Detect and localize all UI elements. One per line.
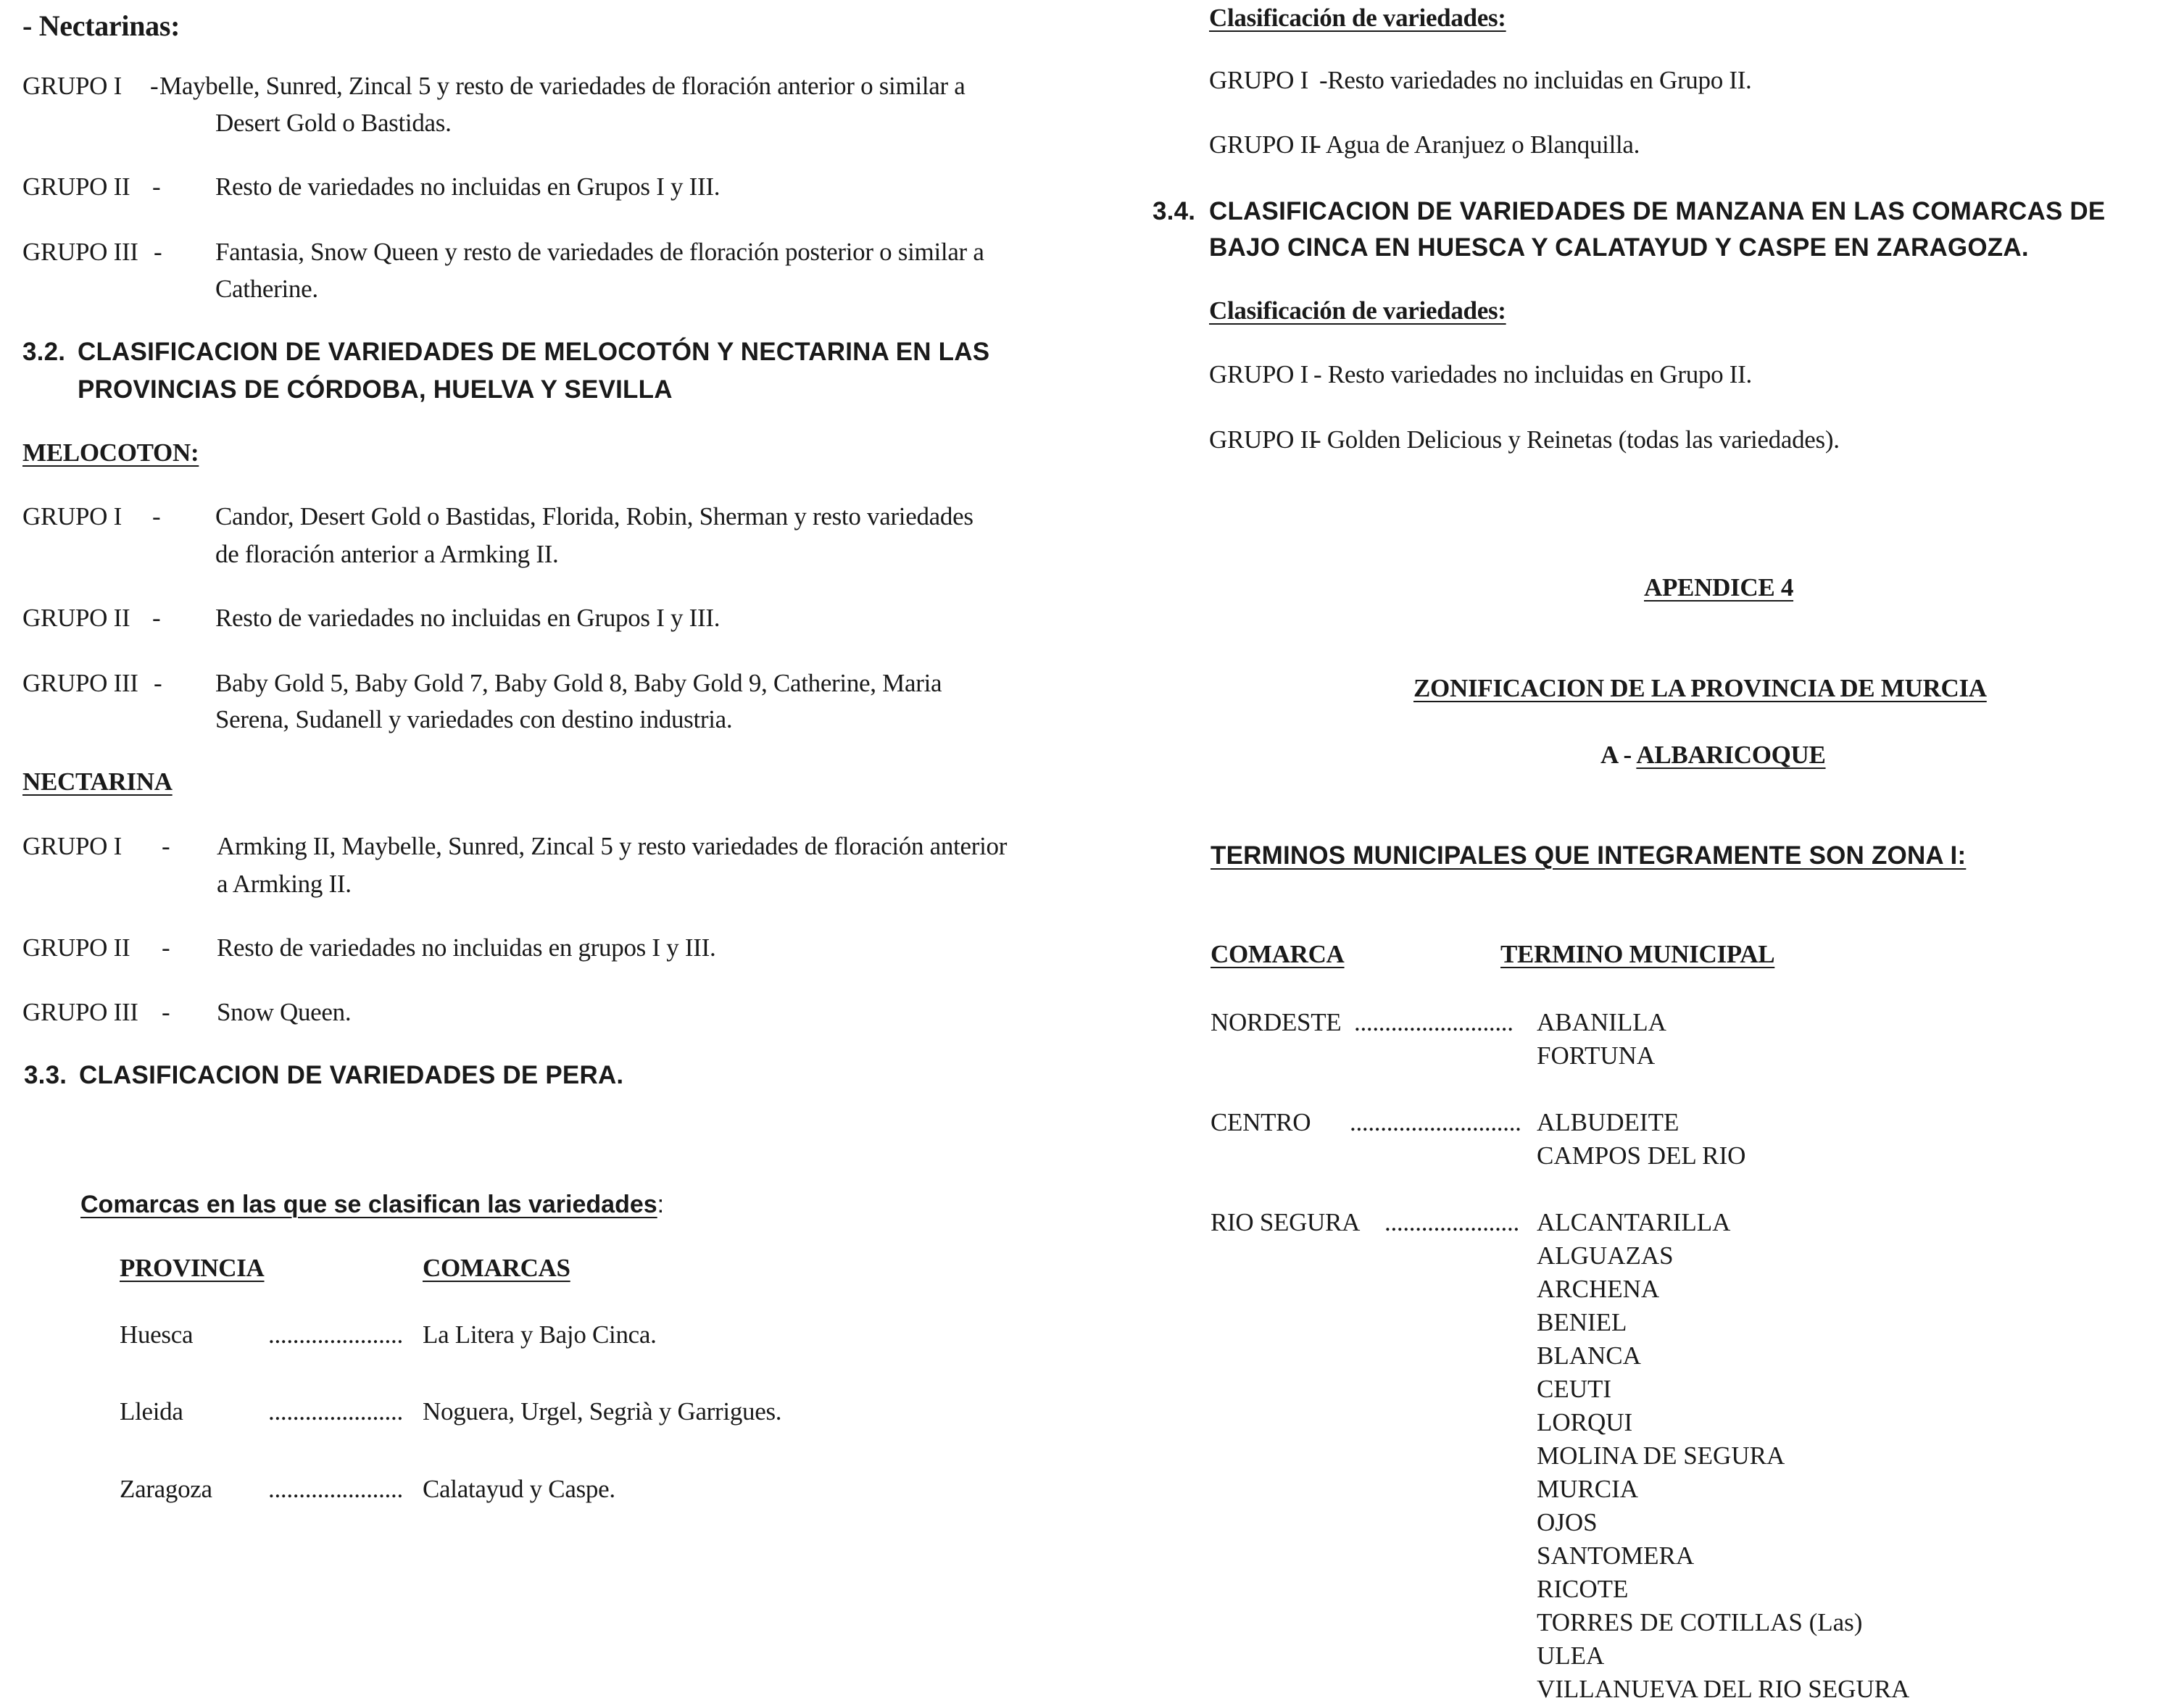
municipio: LORQUI [1537, 1408, 1633, 1436]
section-title-line2: PROVINCIAS DE CÓRDOBA, HUELVA Y SEVILLA [78, 375, 673, 404]
section-title: CLASIFICACION DE VARIEDADES DE PERA. [79, 1061, 624, 1089]
municipios-list [1537, 1106, 1745, 1173]
pera-clasificacion-title: Clasificación de variedades: [1209, 4, 1506, 32]
municipio: MURCIA [1537, 1475, 1639, 1503]
group-text: Resto de variedades no incluidas en Grupos I y III. [215, 604, 721, 632]
group-label: GRUPO II [22, 933, 130, 962]
group-label: GRUPO I [1209, 66, 1308, 94]
column-header-comarca: COMARCA [1211, 940, 1345, 968]
group-label: GRUPO I [1209, 360, 1308, 388]
group-separator: - [152, 604, 161, 632]
group-text: Baby Gold 5, Baby Gold 7, Baby Gold 8, Baby Gold 9, Catherine, Maria [215, 669, 942, 697]
leader-dots: ............................ [1350, 1108, 1521, 1136]
comarcas-cell: Calatayud y Caspe. [423, 1475, 615, 1503]
nectarinas-title: - Nectarinas: [22, 9, 180, 42]
comarcas-cell: Noguera, Urgel, Segrià y Garrigues. [423, 1397, 782, 1426]
group-label: GRUPO II [22, 604, 130, 632]
group-text-cont: Catherine. [215, 275, 318, 303]
group-text-cont: de floración anterior a Armking II. [215, 540, 559, 568]
group-label: GRUPO III [22, 998, 138, 1026]
group-text-cont: a Armking II. [217, 870, 352, 898]
group-text: - Golden Delicious y Reinetas (todas las variedades). [1313, 425, 1840, 454]
municipio: BENIEL [1537, 1308, 1627, 1336]
comarca-cell: CENTRO [1211, 1108, 1311, 1136]
group-label: GRUPO I [22, 72, 122, 100]
municipio: ABANILLA [1537, 1008, 1666, 1036]
section-number: 3.4. [1153, 197, 1196, 225]
comarca-cell: RIO SEGURA [1211, 1208, 1361, 1236]
section-title-line1: CLASIFICACION DE VARIEDADES DE MANZANA EN LAS COMARCAS DE [1209, 197, 2106, 225]
group-label: GRUPO III [22, 669, 138, 697]
municipio: ALGUAZAS [1537, 1241, 1674, 1270]
group-separator: - [154, 669, 162, 697]
leader-dots: ...................... [268, 1397, 403, 1426]
group-text: - Resto variedades no incluidas en Grupo II. [1313, 360, 1752, 388]
group-text: Armking II, Maybelle, Sunred, Zincal 5 y resto variedades de floración anterior [217, 832, 1008, 860]
column-header-comarcas: COMARCAS [423, 1254, 570, 1282]
group-separator: - [162, 998, 170, 1026]
leader-dots: ...................... [1384, 1208, 1519, 1236]
group-text: Resto de variedades no incluidas en grupos I y III. [217, 933, 716, 962]
group-separator: - [162, 933, 170, 962]
comarcas-heading [80, 1187, 664, 1222]
manzana-clasificacion-title: Clasificación de variedades: [1209, 296, 1506, 325]
comarcas-cell: La Litera y Bajo Cinca. [423, 1320, 657, 1349]
melocoton-title: MELOCOTON: [22, 438, 199, 467]
municipio: MOLINA DE SEGURA [1537, 1441, 1785, 1470]
group-text: -Resto variedades no incluidas en Grupo II. [1319, 66, 1752, 94]
municipio: FORTUNA [1537, 1041, 1656, 1070]
municipio: RICOTE [1537, 1575, 1629, 1603]
section-number: 3.2. [22, 338, 66, 366]
municipio: ULEA [1537, 1641, 1605, 1670]
municipio: BLANCA [1537, 1341, 1641, 1370]
group-label: GRUPO III [22, 238, 138, 266]
comarcas-heading-colon: : [657, 1191, 665, 1218]
fruit-prefix: A - [1600, 741, 1637, 769]
leader-dots: .......................... [1354, 1008, 1514, 1036]
group-text-cont: Serena, Sudanell y variedades con destino industria. [215, 705, 733, 733]
municipio: SANTOMERA [1537, 1541, 1695, 1570]
municipio: ARCHENA [1537, 1275, 1660, 1303]
group-separator: - [152, 172, 161, 201]
section-title-line2: BAJO CINCA EN HUESCA Y CALATAYUD Y CASPE EN ZARAGOZA. [1209, 233, 2029, 262]
group-label: GRUPO II [1209, 425, 1317, 454]
group-text: Candor, Desert Gold o Bastidas, Florida, Robin, Sherman y resto variedades [215, 502, 973, 530]
column-header-provincia: PROVINCIA [120, 1254, 265, 1282]
column-header-termino: TERMINO MUNICIPAL [1500, 940, 1775, 968]
group-text: Maybelle, Sunred, Zincal 5 y resto de variedades de floración anterior o similar a [159, 72, 966, 100]
municipio: VILLANUEVA DEL RIO SEGURA [1537, 1675, 1910, 1703]
fruit-name: ALBARICOQUE [1636, 741, 1826, 769]
group-separator: - [162, 832, 170, 860]
municipio: CEUTI [1537, 1375, 1612, 1403]
group-separator: - [152, 502, 161, 530]
group-label: GRUPO I [22, 502, 122, 530]
group-text: Resto de variedades no incluidas en Grupos I y III. [215, 172, 721, 201]
municipio: OJOS [1537, 1508, 1598, 1536]
nectarina-title: NECTARINA [22, 767, 173, 796]
group-label: GRUPO II [22, 172, 130, 201]
municipio: ALBUDEITE [1537, 1108, 1679, 1136]
group-label: GRUPO II [1209, 130, 1317, 159]
terminos-heading: TERMINOS MUNICIPALES QUE INTEGRAMENTE SON ZONA I: [1211, 841, 1967, 870]
zonificacion-title: ZONIFICACION DE LA PROVINCIA DE MURCIA [1413, 674, 1987, 702]
group-label: GRUPO I [22, 832, 122, 860]
section-number: 3.3. [24, 1061, 67, 1089]
fruit-heading [1600, 737, 1826, 773]
municipio: TORRES DE COTILLAS (Las) [1537, 1608, 1863, 1636]
comarca-cell: NORDESTE [1211, 1008, 1342, 1036]
provincia-cell: Huesca [120, 1320, 194, 1349]
group-separator: - [150, 72, 159, 100]
municipios-list [1537, 1206, 1909, 1706]
group-text: Snow Queen. [217, 998, 352, 1026]
municipio: ALCANTARILLA [1537, 1208, 1731, 1236]
group-separator: - [154, 238, 162, 266]
group-text: - Agua de Aranjuez o Blanquilla. [1313, 130, 1640, 159]
leader-dots: ...................... [268, 1320, 403, 1349]
municipios-list [1537, 1006, 1666, 1073]
leader-dots: ...................... [268, 1475, 403, 1503]
provincia-cell: Lleida [120, 1397, 183, 1426]
group-text: Fantasia, Snow Queen y resto de variedades de floración posterior o similar a [215, 238, 984, 266]
group-text-cont: Desert Gold o Bastidas. [215, 109, 452, 137]
apendice-title: APENDICE 4 [1644, 573, 1794, 602]
municipio: CAMPOS DEL RIO [1537, 1141, 1746, 1170]
comarcas-heading-text: Comarcas en las que se clasifican las variedades [80, 1191, 657, 1218]
provincia-cell: Zaragoza [120, 1475, 212, 1503]
section-title-line1: CLASIFICACION DE VARIEDADES DE MELOCOTÓN Y NECTARINA EN LAS [78, 338, 990, 366]
